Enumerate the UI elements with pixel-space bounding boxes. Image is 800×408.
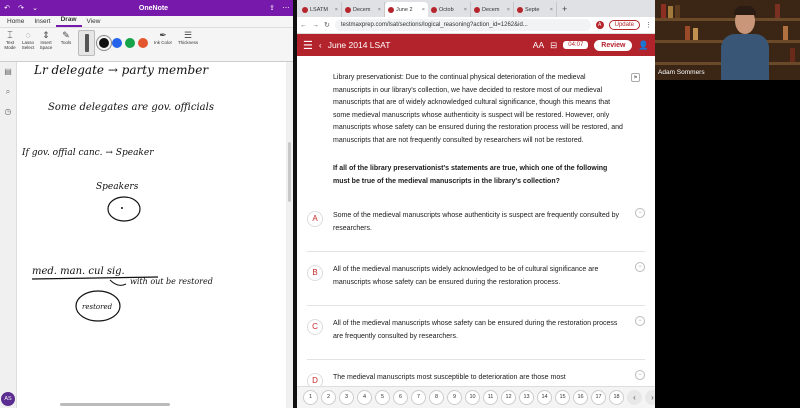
- testmax-favicon: [517, 7, 523, 13]
- pen-icon: [85, 34, 89, 52]
- question-number-button[interactable]: 14: [537, 390, 552, 405]
- notebooks-icon[interactable]: ▤: [4, 67, 12, 76]
- browser-tab[interactable]: LSATM ×: [299, 2, 342, 17]
- handwritten-notes: [18, 62, 293, 408]
- choice-letter[interactable]: D: [307, 373, 323, 386]
- book: [693, 28, 698, 40]
- testmax-favicon: [474, 7, 480, 13]
- question-number-button[interactable]: 5: [375, 390, 390, 405]
- question-content: [297, 56, 655, 386]
- chevron-down-icon[interactable]: ⌄: [32, 5, 38, 12]
- user-icon[interactable]: 👤: [638, 39, 649, 50]
- question-number-button[interactable]: 16: [573, 390, 588, 405]
- ink-canvas[interactable]: [18, 62, 293, 408]
- ink-arrow: [110, 280, 126, 285]
- eliminate-icon[interactable]: −: [635, 316, 645, 326]
- lasso-select-button[interactable]: ◌ Lasso Select: [21, 30, 35, 50]
- question-number-button[interactable]: 17: [591, 390, 606, 405]
- question-navigator: [297, 386, 655, 408]
- extension-icon[interactable]: A: [596, 21, 604, 29]
- choice-text[interactable]: All of the medieval manuscripts widely acknowledged to be of cultural significance are manuscripts whose safety can be ensured during the restoration process.: [333, 266, 599, 286]
- note-line-5: med. man. cul sig.: [32, 266, 125, 277]
- question-number-button[interactable]: 10: [465, 390, 480, 405]
- question-number-button[interactable]: 8: [429, 390, 444, 405]
- testmax-header: [297, 34, 655, 56]
- draw-ribbon: [0, 28, 293, 62]
- back-icon[interactable]: ←: [300, 21, 307, 29]
- url-field[interactable]: testmaxprep.com/lsat/sections/logical_reasoning?action_id=1262&id...: [335, 19, 591, 31]
- tab-view[interactable]: View: [86, 18, 101, 25]
- testmax-favicon: [345, 7, 351, 13]
- search-icon[interactable]: ⌕: [5, 87, 11, 96]
- text-mode-button[interactable]: ⌶ Text Mode: [4, 30, 16, 50]
- section-title: June 2014 LSAT: [327, 40, 391, 50]
- pen-color-blue[interactable]: [112, 38, 122, 48]
- app-title: OneNote: [138, 4, 169, 12]
- question-number-button[interactable]: 4: [357, 390, 372, 405]
- video-tile: [655, 0, 800, 80]
- empty-area: [655, 80, 800, 408]
- recent-icon[interactable]: ◷: [4, 107, 12, 116]
- vertical-scrollbar[interactable]: [286, 62, 293, 408]
- more-icon[interactable]: ⋯: [282, 5, 290, 12]
- browser-tab-active[interactable]: June 2 ×: [385, 2, 428, 17]
- eliminate-icon[interactable]: −: [635, 262, 645, 272]
- book: [675, 5, 680, 18]
- horizontal-scrollbar[interactable]: [60, 403, 170, 406]
- question-number-button[interactable]: 18: [609, 390, 624, 405]
- book: [790, 48, 795, 62]
- avatar[interactable]: AS: [1, 392, 15, 406]
- pen-color-green[interactable]: [125, 38, 135, 48]
- tools-button[interactable]: ✎ Tools: [60, 30, 72, 45]
- browser-tab[interactable]: Septe ×: [514, 2, 557, 17]
- thickness-icon: ☰: [183, 30, 193, 40]
- eliminate-icon[interactable]: −: [635, 208, 645, 218]
- font-size-icon[interactable]: AA: [532, 40, 545, 50]
- redo-icon[interactable]: ↷: [18, 5, 24, 12]
- browser-tab[interactable]: Decem ×: [342, 2, 385, 17]
- question-number-button[interactable]: 9: [447, 390, 462, 405]
- onenote-titlebar: [0, 0, 293, 16]
- thickness-button[interactable]: ☰ Thickness: [177, 30, 199, 45]
- ink-dot: [121, 207, 123, 209]
- choice-letter[interactable]: C: [307, 319, 323, 335]
- timer[interactable]: 04:07: [563, 41, 588, 49]
- note-line-6: with out be restored: [130, 277, 213, 286]
- undo-icon[interactable]: ↶: [4, 5, 10, 12]
- hamburger-icon[interactable]: ☰: [303, 39, 313, 52]
- onenote-window: [0, 0, 293, 408]
- participant-name: Adam Sommers: [658, 69, 705, 76]
- tab-draw[interactable]: Draw: [56, 16, 82, 27]
- insert-space-icon: ⇕: [42, 30, 50, 40]
- browser-tabbar: [297, 0, 655, 17]
- pen-colors: [97, 30, 150, 56]
- choice-letter[interactable]: B: [307, 265, 323, 281]
- browser-tab[interactable]: Octob ×: [428, 2, 471, 17]
- chevron-left-icon[interactable]: ‹: [318, 40, 322, 50]
- participant-body: [721, 34, 769, 80]
- book: [668, 6, 673, 18]
- review-button[interactable]: Review: [594, 40, 632, 51]
- share-icon[interactable]: ⇪: [269, 5, 275, 12]
- close-icon[interactable]: ×: [463, 6, 467, 13]
- toggle-icon[interactable]: ⊟: [550, 39, 558, 50]
- ink-color-button[interactable]: ✒ Ink Color: [153, 30, 172, 45]
- insert-space-button[interactable]: ⇕ Insert Space: [39, 30, 53, 50]
- close-icon[interactable]: ×: [334, 6, 338, 13]
- close-icon[interactable]: ×: [506, 6, 510, 13]
- note-line-4: Speakers: [96, 182, 139, 192]
- book: [783, 26, 788, 40]
- question-number-button[interactable]: 2: [321, 390, 336, 405]
- answer-choice-c[interactable]: [307, 316, 645, 360]
- stimulus-text: Library preservationist: Due to the continual physical deterioration of the medieval manuscripts in our library's collection, we have decided to restore most of our medieval manuscripts that are of widely acknowledged cultural significance, though this means that some medieval manuscripts whose authenticity is suspect will be restored. However, only manuscripts whose safety can be ensured during the restoration process will be restored, and manuscripts that are not frequently consulted by researchers will not be restored.: [333, 74, 623, 144]
- tools-icon: ✎: [62, 30, 70, 40]
- question-number-button[interactable]: 12: [501, 390, 516, 405]
- answer-choice-d[interactable]: [307, 370, 645, 386]
- choice-text[interactable]: Some of the medieval manuscripts whose authenticity is suspect are frequently consulted by researchers.: [333, 212, 619, 232]
- answer-choice-b[interactable]: [307, 262, 645, 306]
- note-line-7: restored: [82, 303, 113, 311]
- eliminate-icon[interactable]: −: [635, 370, 645, 380]
- lasso-icon: ◌: [25, 30, 31, 40]
- note-line-1: Lr delegate → party member: [34, 63, 209, 77]
- choice-letter[interactable]: A: [307, 211, 323, 227]
- ribbon-tabs: [0, 16, 293, 28]
- browser-window: [297, 0, 655, 408]
- close-icon[interactable]: ×: [549, 6, 553, 13]
- question-number-button[interactable]: 15: [555, 390, 570, 405]
- question-number-button[interactable]: 11: [483, 390, 498, 405]
- kebab-menu-icon[interactable]: ⋮: [645, 22, 652, 29]
- ink-circle: [108, 197, 140, 221]
- question-number-button[interactable]: 13: [519, 390, 534, 405]
- text-cursor-icon: ⌶: [7, 30, 13, 40]
- update-button[interactable]: Update: [609, 20, 640, 30]
- pen-color-orange[interactable]: [138, 38, 148, 48]
- forward-icon[interactable]: →: [312, 21, 319, 29]
- selected-pen[interactable]: [78, 30, 95, 56]
- close-icon[interactable]: ×: [421, 6, 425, 13]
- browser-tab[interactable]: Decem ×: [471, 2, 514, 17]
- book: [775, 4, 780, 18]
- reload-icon[interactable]: ↻: [324, 22, 330, 29]
- new-tab-icon[interactable]: +: [562, 4, 568, 14]
- flag-icon[interactable]: ⚑: [631, 73, 640, 82]
- chevron-right-icon[interactable]: ›: [645, 390, 660, 405]
- ink-color-icon: ✒: [159, 30, 167, 40]
- tab-home[interactable]: Home: [7, 18, 25, 25]
- note-line-2: Some delegates are gov. officials: [48, 102, 214, 113]
- pen-color-black[interactable]: [99, 38, 109, 48]
- scroll-thumb[interactable]: [288, 142, 291, 202]
- testmax-favicon: [388, 7, 394, 13]
- book: [661, 4, 666, 18]
- bookshelf: [655, 18, 800, 21]
- participant-hair: [734, 6, 756, 15]
- address-bar-row: [297, 17, 655, 34]
- book: [685, 26, 690, 40]
- choice-text[interactable]: The medieval manuscripts most susceptible to deterioration are those most: [333, 374, 566, 381]
- answer-choice-a[interactable]: [307, 208, 645, 252]
- note-line-3: If gov. offial canc. → Speaker: [22, 148, 154, 158]
- choice-text[interactable]: All of the medieval manuscripts whose safety can be ensured during the restoration process are frequently consulted by researchers.: [333, 320, 618, 340]
- tab-insert[interactable]: Insert: [34, 18, 51, 25]
- question-stem: If all of the library preservationist's statements are true, which one of the following must be true of the medieval manuscripts in the library's collection?: [333, 165, 608, 185]
- question-number-button[interactable]: 3: [339, 390, 354, 405]
- chevron-left-icon[interactable]: ‹: [627, 390, 642, 405]
- testmax-favicon: [431, 7, 437, 13]
- question-number-button[interactable]: 1: [303, 390, 318, 405]
- testmax-favicon: [302, 7, 308, 13]
- question-number-button[interactable]: 6: [393, 390, 408, 405]
- onenote-nav-rail: [0, 62, 17, 408]
- close-icon[interactable]: ×: [377, 6, 381, 13]
- question-number-button[interactable]: 7: [411, 390, 426, 405]
